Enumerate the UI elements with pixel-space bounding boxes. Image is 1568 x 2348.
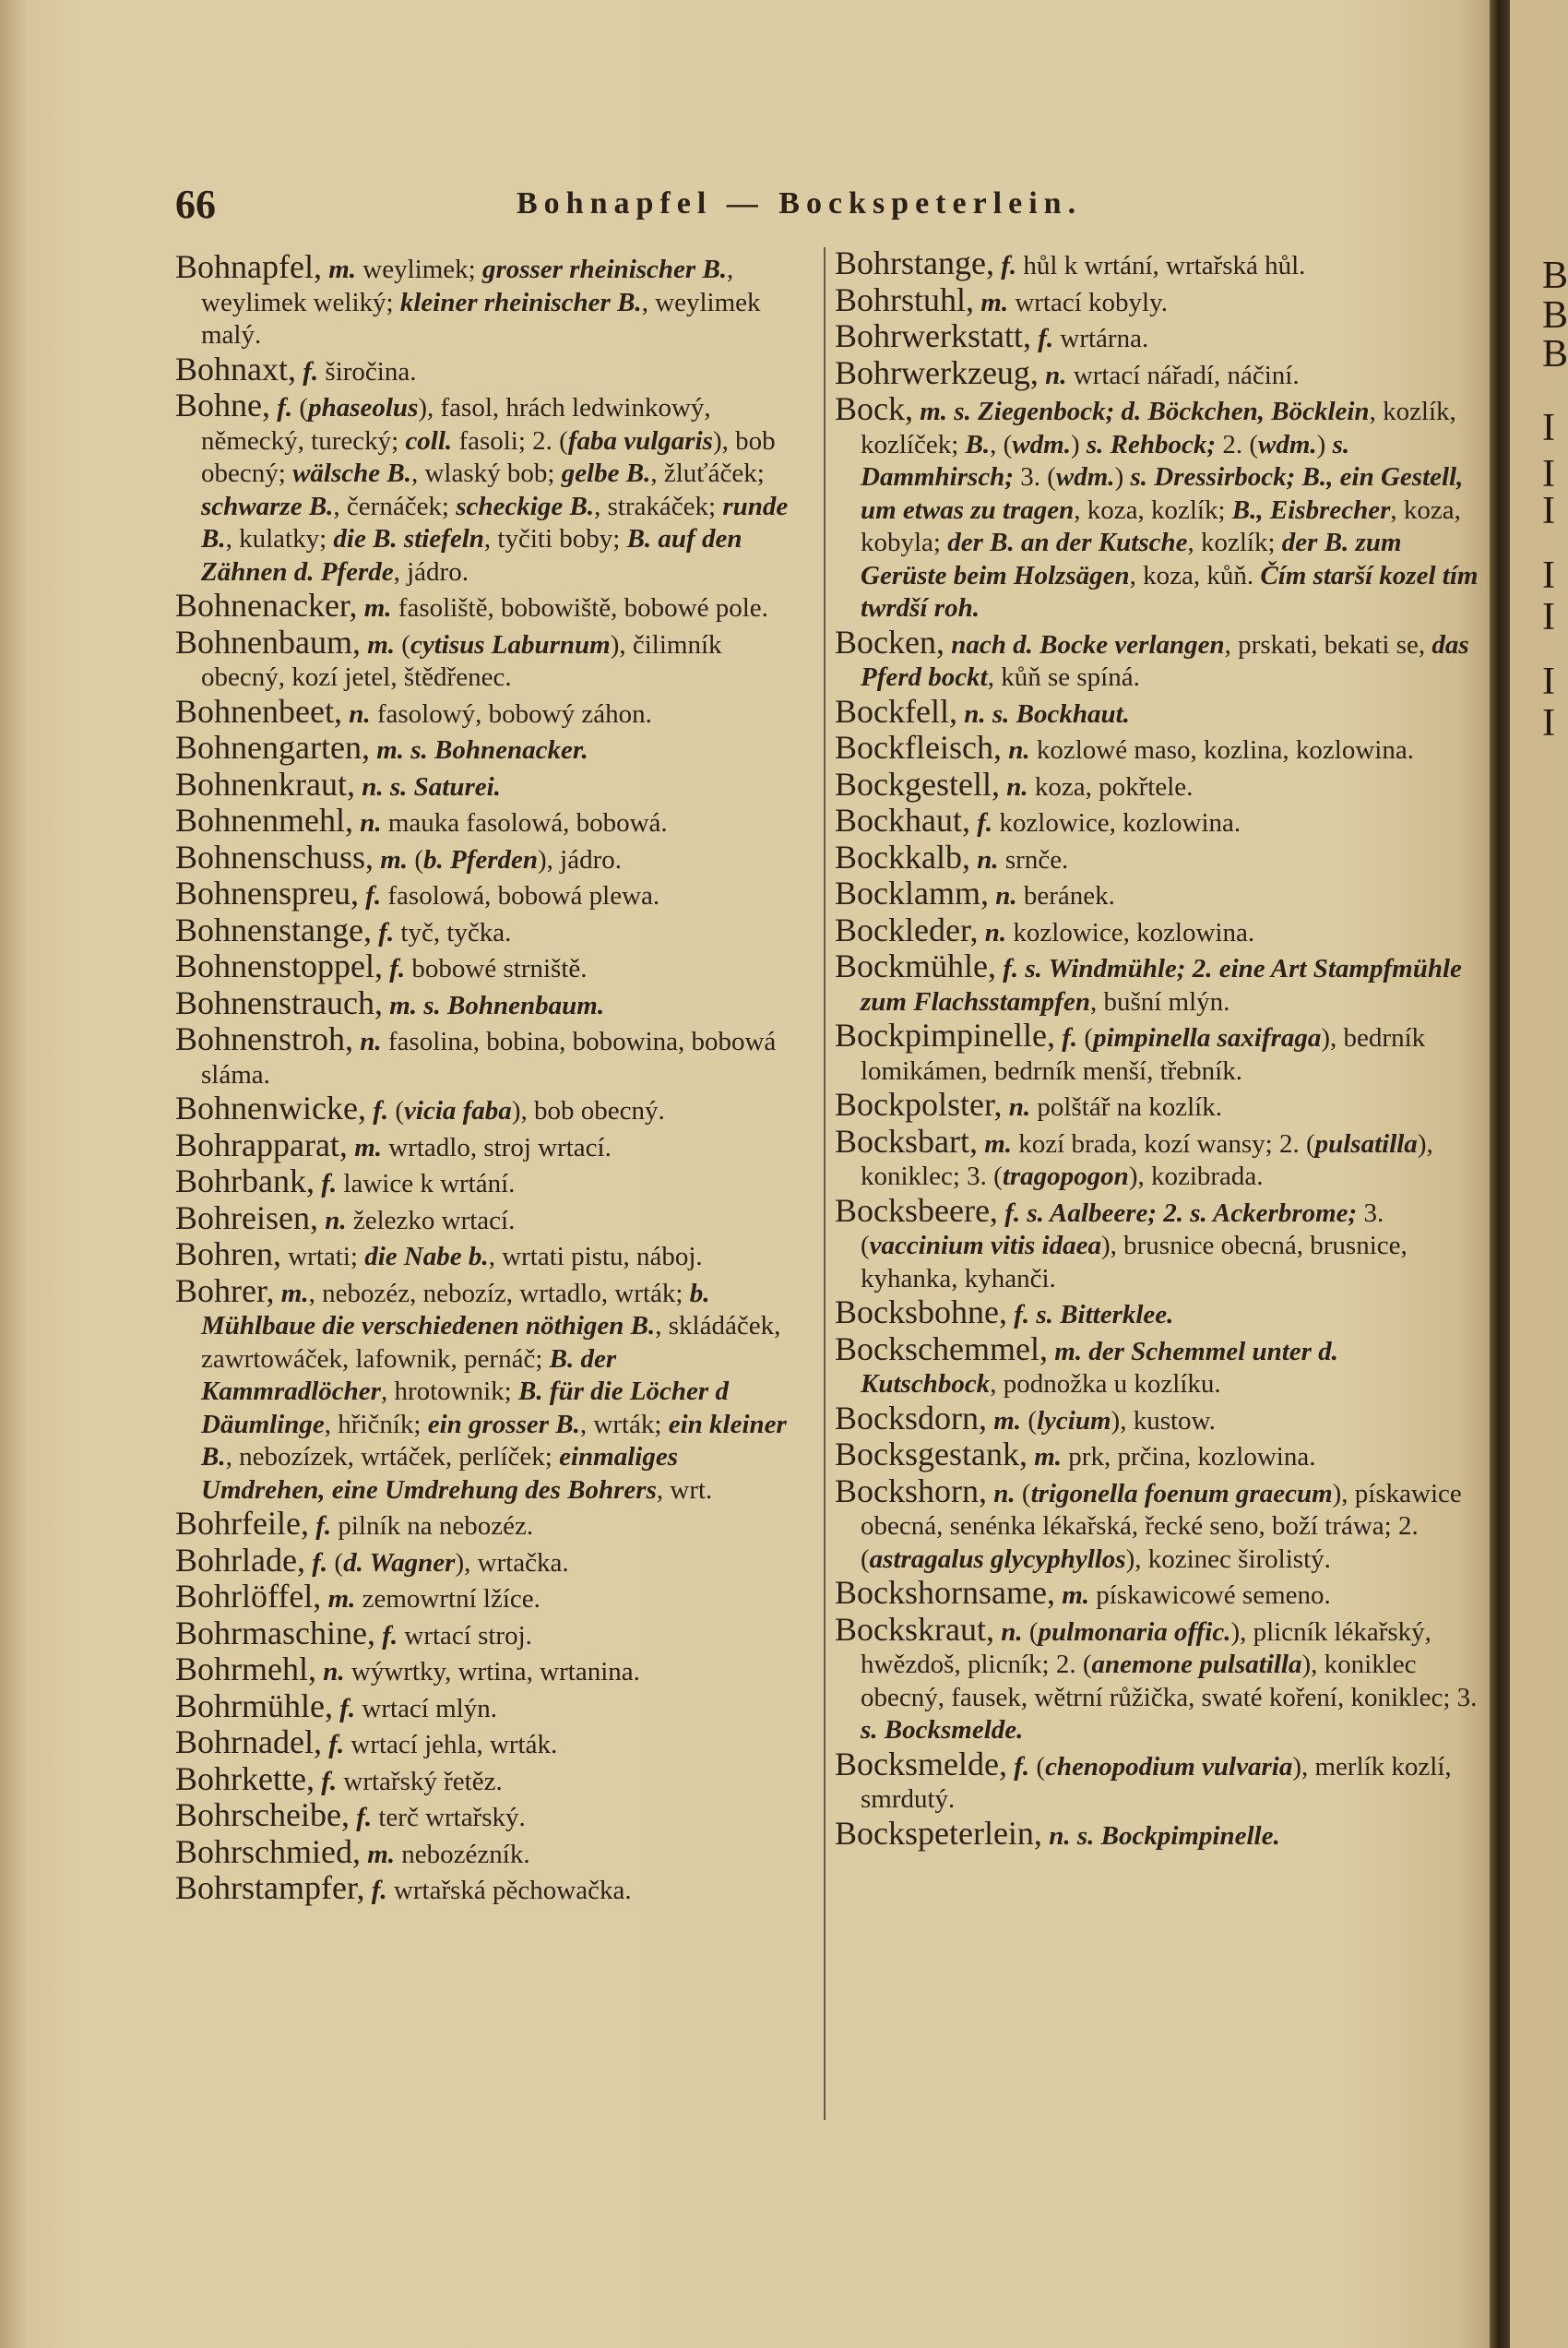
dictionary-entry bbox=[175, 1198, 807, 1238]
entry-headword: Bohrschmied, bbox=[175, 1832, 361, 1870]
dictionary-entry bbox=[835, 280, 1480, 320]
entry-headword: Bohnenmehl, bbox=[175, 802, 353, 839]
dictionary-entry bbox=[175, 1092, 807, 1128]
entry-headword: Bocklamm, bbox=[835, 875, 989, 912]
entry-definition: f. wrtařský řetěz. bbox=[321, 1766, 503, 1796]
entry-definition: f. tyč, tyčka. bbox=[378, 917, 512, 948]
dictionary-entry bbox=[835, 1814, 1480, 1853]
entry-headword: Bohnenspreu, bbox=[175, 875, 359, 912]
entry-headword: Bockpimpinelle, bbox=[835, 1017, 1055, 1054]
entry-headword: Bohren, bbox=[175, 1235, 281, 1272]
entry-definition: f. bobowé strniště. bbox=[389, 954, 588, 983]
entry-headword: Bockmühle, bbox=[835, 948, 996, 984]
dictionary-entry bbox=[835, 838, 1480, 877]
next-page-letter: I bbox=[1542, 554, 1555, 597]
dictionary-entry bbox=[835, 1122, 1480, 1194]
entry-headword: Bocksbohne, bbox=[835, 1293, 1007, 1330]
entry-headword: Bohrlöffel, bbox=[175, 1578, 322, 1615]
entry-definition: f. s. Bitterklee. bbox=[1014, 1300, 1174, 1329]
entry-headword: Bohrfeile, bbox=[175, 1505, 309, 1542]
next-page-letter: B bbox=[1542, 333, 1568, 375]
dictionary-entry bbox=[835, 729, 1480, 768]
entry-definition: m. zemowrtní lžíce. bbox=[327, 1584, 540, 1614]
left-column bbox=[175, 248, 807, 1909]
entry-definition: m. (cytisus Laburnum), čilimník obecný, kozí jetel, štědřenec. bbox=[201, 629, 722, 692]
entry-definition: f. wrtárna. bbox=[1038, 324, 1149, 353]
dictionary-entry bbox=[835, 1745, 1480, 1817]
entry-definition: n. fasolina, bobina, bobowina, bobowá sláma. bbox=[201, 1027, 777, 1090]
dictionary-entry bbox=[175, 1126, 807, 1165]
dictionary-entry bbox=[835, 1399, 1480, 1438]
page-header bbox=[175, 181, 1457, 236]
entry-headword: Bohnenbeet, bbox=[175, 692, 342, 730]
entry-headword: Bohrwerkstatt, bbox=[835, 317, 1031, 354]
next-page-letter: I bbox=[1542, 661, 1555, 703]
page-number: 66 bbox=[175, 182, 216, 227]
dictionary-entry bbox=[175, 1723, 807, 1762]
entry-definition: n. beránek. bbox=[995, 881, 1115, 911]
entry-definition: n. s. Saturei. bbox=[362, 771, 501, 802]
dictionary-entry bbox=[835, 1086, 1480, 1125]
dictionary-entry bbox=[835, 1610, 1480, 1747]
entry-headword: Bohnenbaum, bbox=[175, 623, 361, 661]
entry-headword: Bocksdorn, bbox=[835, 1399, 987, 1436]
dictionary-entry bbox=[175, 1162, 807, 1201]
entry-definition: n. wýwrtky, wrtina, wrtanina. bbox=[323, 1657, 640, 1687]
dictionary-entry bbox=[835, 390, 1480, 626]
entry-definition: n. polštář na kozlík. bbox=[1008, 1092, 1222, 1122]
entry-definition: f. wrtací mlýn. bbox=[339, 1693, 497, 1723]
dictionary-entry bbox=[175, 1271, 807, 1508]
entry-definition: nach d. Bocke verlangen, prskati, bekati se, das Pferd bockt, kůň se spíná. bbox=[861, 629, 1469, 692]
next-page-letter: I bbox=[1542, 453, 1555, 495]
entry-headword: Bohnenacker, bbox=[175, 587, 358, 624]
dictionary-entry bbox=[835, 1019, 1480, 1088]
right-column bbox=[824, 244, 1480, 2120]
entry-headword: Bohrer, bbox=[175, 1271, 275, 1309]
entry-headword: Bockspeterlein, bbox=[835, 1814, 1042, 1852]
dictionary-entry bbox=[835, 1329, 1480, 1401]
entry-headword: Bockleder, bbox=[835, 911, 979, 948]
dictionary-entry bbox=[175, 1832, 807, 1872]
entry-definition: m., nebozéz, nebozíz, wrtadlo, wrták; b. Mühlbaue die verschiedenen nöthigen B., skládáček, zawrtowáček, lafownik, pernáč; B. der Kammradlöcher, hrotownik; B. für die Löcher d Däumlinge, hřičník; ein grosser B., wrták; ein kleiner B., nebozízek, wrtáček, perlíček; einmaliges Umdrehen, eine Umdrehung des Bohrers, wrt. bbox=[201, 1278, 787, 1505]
dictionary-entry bbox=[835, 623, 1480, 695]
dictionary-entry bbox=[835, 950, 1480, 1019]
dictionary-entry bbox=[175, 1653, 807, 1689]
entry-headword: Bockhaut, bbox=[835, 802, 970, 839]
entry-definition: m. s. Ziegenbock; d. Böckchen, Böcklein, kozlík, kozlíček; B., (wdm.) s. Rehbock; 2. (wdm.) s. Dammhirsch; 3. (wdm.) s. Dressirbock; B., ein Gestell, um etwas zu tragen, koza, kozlík; B., Eisbrecher, koza, kobyla; der B. an der Kutsche, kozlík; der B. zum Gerüste beim Holzsägen, koza, kůň. Čím starší kozel tím twrdší roh. bbox=[861, 397, 1479, 623]
entry-definition: m. (b. Pferden), jádro. bbox=[380, 844, 623, 875]
dictionary-entry bbox=[835, 1191, 1480, 1296]
entry-headword: Bohrbank, bbox=[175, 1162, 315, 1199]
entry-headword: Bohnaxt, bbox=[175, 350, 296, 387]
entry-definition: f. širočina. bbox=[303, 356, 417, 387]
next-page-letter: I bbox=[1542, 407, 1555, 449]
dictionary-entry bbox=[835, 765, 1480, 805]
entry-headword: Bocksgestank, bbox=[835, 1436, 1028, 1472]
dictionary-entry bbox=[175, 1020, 807, 1091]
entry-definition: f. (pimpinella saxifraga), bedrník lomikámen, bedrník menší, třebník. bbox=[861, 1023, 1426, 1086]
dictionary-entry bbox=[175, 692, 807, 732]
entry-headword: Bohrnadel, bbox=[175, 1723, 322, 1760]
entry-headword: Bocksbeere, bbox=[835, 1191, 998, 1229]
dictionary-entry bbox=[835, 692, 1480, 732]
dictionary-entry bbox=[175, 1759, 807, 1799]
next-page-letter: I bbox=[1542, 596, 1555, 638]
next-page-letter: B bbox=[1542, 255, 1568, 297]
entry-headword: Bohnenstoppel, bbox=[175, 948, 383, 984]
entry-definition: m. wrtadlo, stroj wrtací. bbox=[354, 1132, 612, 1162]
entry-definition: n. kozlowice, kozlowina. bbox=[984, 917, 1255, 948]
dictionary-entry bbox=[175, 729, 807, 768]
entry-headword: Bohnenstrauch, bbox=[175, 983, 383, 1021]
dictionary-entry bbox=[175, 838, 807, 877]
dictionary-entry bbox=[175, 1614, 807, 1653]
dictionary-entry bbox=[835, 911, 1480, 950]
entry-headword: Bockfell, bbox=[835, 692, 957, 730]
entry-headword: Bockkalb, bbox=[835, 838, 970, 876]
entry-definition: m. fasoliště, bobowiště, bobowé pole. bbox=[363, 593, 768, 623]
dictionary-entry bbox=[175, 765, 807, 805]
entry-definition: f. kozlowice, kozlowina. bbox=[977, 808, 1241, 838]
dictionary-entry bbox=[835, 244, 1480, 283]
entry-headword: Bockskraut, bbox=[835, 1610, 994, 1648]
next-page-letter: B bbox=[1542, 294, 1568, 337]
entry-definition: n. srnče. bbox=[977, 844, 1069, 875]
entry-definition: m. kozí brada, kozí wansy; 2. (pulsatilla), koniklec; 3. (tragopogon), kozibrada. bbox=[861, 1128, 1433, 1191]
dictionary-entry bbox=[175, 389, 807, 589]
entry-headword: Bockfleisch, bbox=[835, 729, 1002, 766]
next-page-letter: I bbox=[1542, 490, 1555, 532]
entry-headword: Bockshornsame, bbox=[835, 1574, 1055, 1611]
entry-headword: Bockgestell, bbox=[835, 765, 1000, 803]
entry-definition: m. s. Bohnenbaum. bbox=[389, 990, 605, 1020]
dictionary-entry bbox=[175, 1541, 807, 1580]
entry-definition: m. wrtací kobyly. bbox=[980, 287, 1168, 317]
entry-definition: n. s. Bockhaut. bbox=[964, 698, 1130, 729]
entry-definition: f. s. Aalbeere; 2. s. Ackerbrome; 3. (vaccinium vitis idaea), brusnice obecná, brusnice, kyhanka, kyhanči. bbox=[861, 1198, 1408, 1293]
dictionary-entry bbox=[835, 353, 1480, 393]
entry-definition: n. kozlowé maso, kozlina, kozlowina. bbox=[1008, 735, 1414, 765]
dictionary-entry bbox=[175, 587, 807, 626]
entry-definition: f. (phaseolus), fasol, hrách ledwinkowý, německý, turecký; coll. fasoli; 2. (faba vulgaris), bob obecný; wälsche B., wlaský bob; gelbe B., žluťáček; schwarze B., černáček; scheckige B., strakáček; runde B., kulatky; die B. stiefeln, tyčiti boby; B. auf den Zähnen d. Pferde, jádro. bbox=[201, 393, 789, 587]
dictionary-entry bbox=[175, 1687, 807, 1726]
dictionary-entry bbox=[175, 950, 807, 986]
entry-definition: m. weylimek; grosser rheinischer B., weylimek weliký; kleiner rheinischer B., weylimek malý. bbox=[201, 255, 761, 350]
entry-headword: Bohne, bbox=[175, 387, 270, 423]
entry-headword: Bohrstuhl, bbox=[835, 280, 975, 318]
entry-headword: Bocksmelde, bbox=[835, 1745, 1007, 1782]
dictionary-entry bbox=[835, 1574, 1480, 1613]
entry-definition: n. (pulmonaria offic.), plicník lékařský, hwězdoš, plicník; 2. (anemone pulsatilla), koniklec obecný, fausek, wětrní růžička, swaté koření, koniklec; 3. s. Bocksmelde. bbox=[861, 1616, 1478, 1745]
entry-headword: Bohnenschuss, bbox=[175, 838, 374, 876]
dictionary-entry bbox=[175, 1796, 807, 1835]
entry-definition: n. mauka fasolowá, bobowá. bbox=[360, 808, 668, 838]
dictionary-entry bbox=[175, 1580, 807, 1616]
book-gutter bbox=[1490, 0, 1510, 2348]
dictionary-entry bbox=[835, 1293, 1480, 1332]
dictionary-entry bbox=[175, 1235, 807, 1274]
next-page-edge bbox=[1510, 0, 1568, 2348]
entry-definition: m. (lycium), kustow. bbox=[993, 1405, 1216, 1436]
dictionary-entry bbox=[175, 623, 807, 695]
dictionary-entry bbox=[835, 1472, 1480, 1577]
entry-definition: n. železko wrtací. bbox=[325, 1205, 516, 1235]
dictionary-entry bbox=[835, 317, 1480, 356]
entry-headword: Bohreisen, bbox=[175, 1198, 318, 1236]
entry-definition: m. s. Bohnenacker. bbox=[376, 735, 588, 765]
entry-definition: n. fasolowý, bobowý záhon. bbox=[349, 698, 652, 729]
entry-headword: Bohnengarten, bbox=[175, 729, 370, 766]
dictionary-entry bbox=[835, 802, 1480, 840]
dictionary-entry bbox=[175, 1869, 807, 1908]
entry-headword: Bohnenwicke, bbox=[175, 1090, 366, 1126]
entry-headword: Bohnenstange, bbox=[175, 911, 372, 948]
entry-headword: Bock, bbox=[835, 390, 913, 427]
entry-headword: Bohrwerkzeug, bbox=[835, 353, 1039, 391]
entry-definition: f. wrtací jehla, wrták. bbox=[328, 1730, 558, 1759]
entry-headword: Bohrmaschine, bbox=[175, 1614, 375, 1651]
entry-headword: Bohnenstroh, bbox=[175, 1020, 353, 1057]
dictionary-entry bbox=[175, 983, 807, 1023]
entry-headword: Bockschemmel, bbox=[835, 1329, 1048, 1367]
entry-definition: m. nebozézník. bbox=[367, 1839, 530, 1869]
entry-definition: f. s. Windmühle; 2. eine Art Stampfmühle zum Flachsstampfen, bušní mlýn. bbox=[861, 954, 1462, 1017]
entry-definition: n. koza, pokřtele. bbox=[1006, 771, 1194, 802]
entry-headword: Bockshorn, bbox=[835, 1472, 987, 1509]
dictionary-entry bbox=[175, 350, 807, 389]
entry-definition: f. lawice k wrtání. bbox=[321, 1169, 516, 1198]
entry-headword: Bocksbart, bbox=[835, 1122, 978, 1160]
entry-definition: m. pískawicowé semeno. bbox=[1062, 1580, 1331, 1610]
dictionary-entry bbox=[175, 248, 807, 352]
entry-definition: n. (trigonella foenum graecum), pískawice obecná, senénka lékařská, řecké seno, boží tráwa; 2. (astragalus glycyphyllos), kozinec širolistý. bbox=[861, 1478, 1462, 1574]
dictionary-entry bbox=[175, 911, 807, 950]
entry-headword: Bohrlade, bbox=[175, 1541, 305, 1579]
entry-definition: n. wrtací nářadí, náčiní. bbox=[1045, 360, 1300, 390]
entry-headword: Bohrscheibe, bbox=[175, 1796, 350, 1833]
dictionary-entry bbox=[835, 1438, 1480, 1474]
entry-definition: f. (d. Wagner), wrtačka. bbox=[312, 1547, 569, 1578]
entry-definition: f. (vicia faba), bob obecný. bbox=[373, 1096, 665, 1126]
dictionary-entry bbox=[175, 1505, 807, 1543]
entry-headword: Bohrstampfer, bbox=[175, 1869, 365, 1906]
entry-headword: Bohrkette, bbox=[175, 1759, 315, 1797]
entry-definition: f. terč wrtařský. bbox=[356, 1803, 526, 1832]
entry-definition: f. wrtací stroj. bbox=[382, 1620, 532, 1651]
entry-definition: f. (chenopodium vulvaria), merlík kozlí, smrdutý. bbox=[861, 1751, 1452, 1814]
entry-headword: Bockpolster, bbox=[835, 1086, 1003, 1123]
next-page-letter: I bbox=[1542, 702, 1555, 745]
entry-definition: m. prk, prčina, kozlowina. bbox=[1034, 1442, 1316, 1472]
running-head: Bohnapfel — Bockspeterlein. bbox=[517, 186, 1083, 220]
dictionary-entry bbox=[175, 877, 807, 913]
dictionary-entry bbox=[175, 802, 807, 840]
entry-headword: Bohnapfel, bbox=[175, 248, 322, 285]
entry-headword: Bohrapparat, bbox=[175, 1126, 348, 1163]
entry-definition: n. s. Bockpimpinelle. bbox=[1049, 1820, 1280, 1851]
entry-definition: wrtati; die Nabe b., wrtati pistu, náboj. bbox=[280, 1242, 703, 1271]
entry-definition: f. hůl k wrtání, wrtařská hůl. bbox=[1001, 251, 1306, 280]
entry-definition: f. fasolowá, bobowá plewa. bbox=[365, 881, 660, 911]
entry-headword: Bocken, bbox=[835, 623, 944, 661]
entry-headword: Bohnenkraut, bbox=[175, 765, 355, 803]
entry-definition: m. der Schemmel unter d. Kutschbock, podnožka u kozlíku. bbox=[861, 1336, 1338, 1399]
entry-definition: f. pilník na nebozéz. bbox=[315, 1511, 534, 1541]
entry-headword: Bohrmühle, bbox=[175, 1687, 333, 1724]
entry-headword: Bohrstange, bbox=[835, 244, 994, 281]
entry-headword: Bohrmehl, bbox=[175, 1651, 316, 1687]
entry-definition: f. wrtařská pěchowačka. bbox=[371, 1876, 632, 1905]
dictionary-entry bbox=[835, 877, 1480, 913]
